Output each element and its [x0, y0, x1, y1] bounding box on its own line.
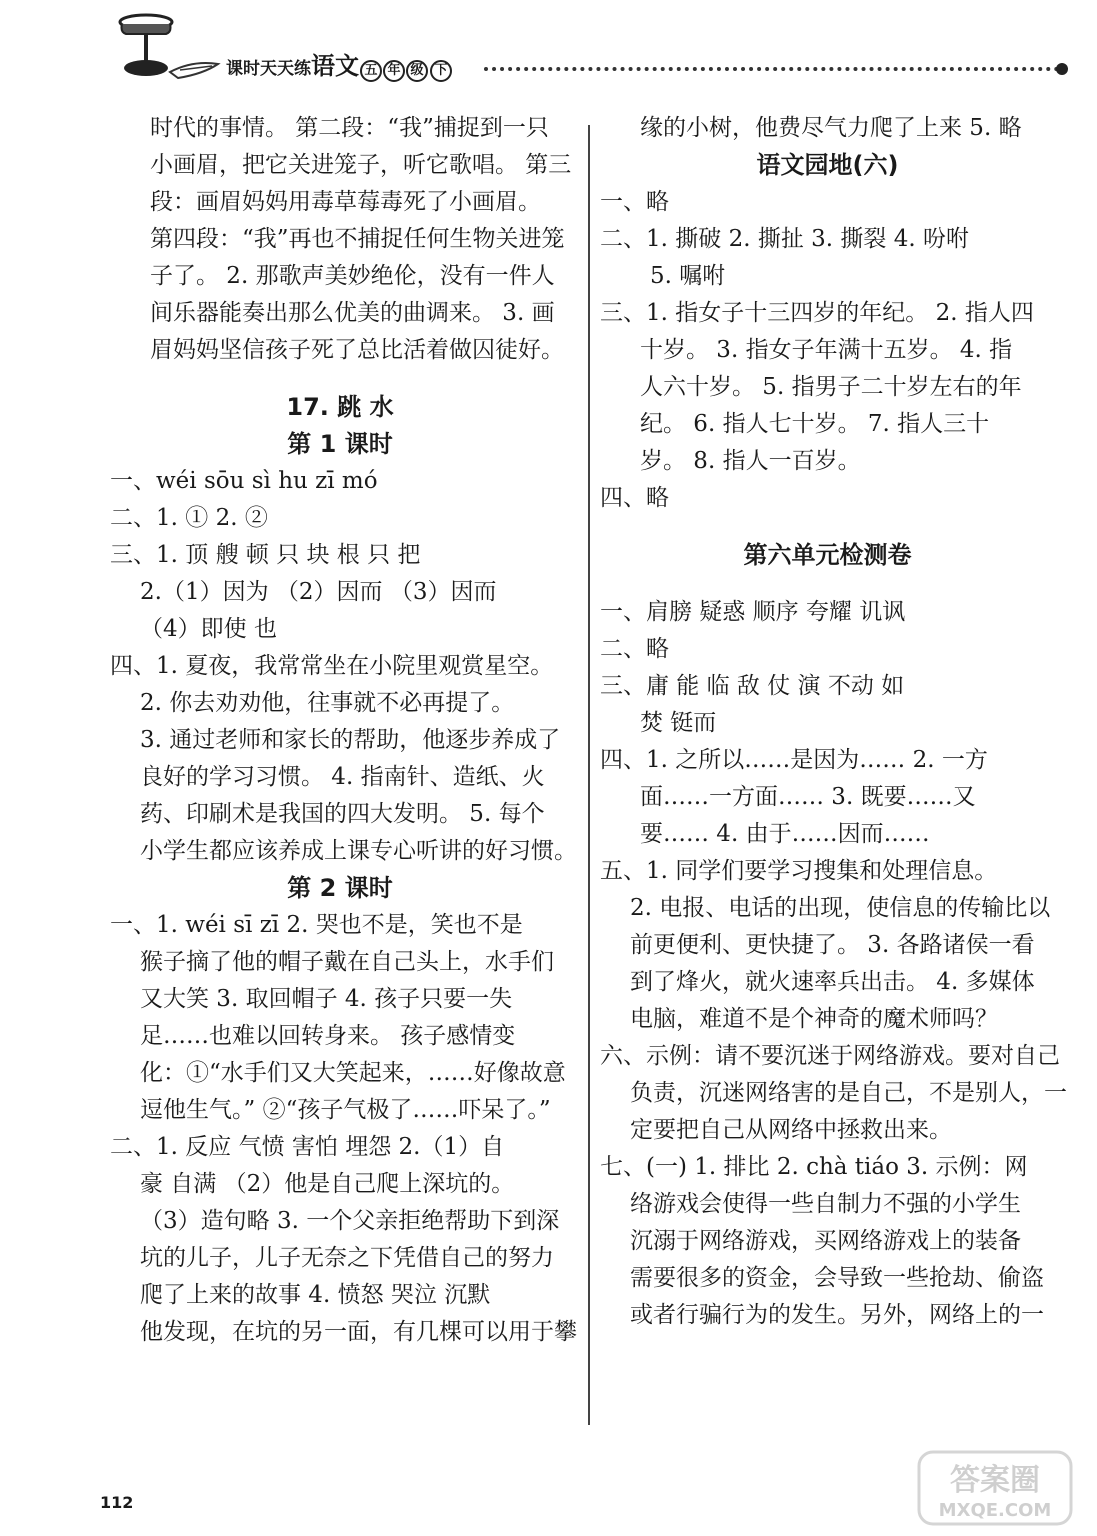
answer-line: 岁。 8. 指人一百岁。: [640, 448, 861, 474]
watermark-logo: [915, 1448, 1075, 1528]
page-number: 112: [100, 1493, 134, 1512]
section-title-unit-test: 第六单元检测卷: [743, 541, 912, 569]
answer-line: 六、示例：请不要沉迷于网络游戏。要对自己: [600, 1043, 1060, 1069]
left-column: [110, 110, 577, 1351]
answer-line: 2. 电报、电话的出现，使信息的传输比以: [630, 895, 1051, 921]
answer-line: 足……也难以回转身来。 孩子感情变: [140, 1023, 516, 1049]
answer-line: 2. 你去劝劝他，往事就不必再提了。: [140, 690, 515, 716]
answer-line: （4）即使 也: [140, 616, 277, 642]
term-badge: 下: [430, 60, 452, 82]
header-dotted-rule: [484, 67, 1059, 71]
column-divider: [588, 125, 590, 1425]
header-rule-end-dot: [1056, 63, 1068, 75]
answer-line: 负责，沉迷网络害的是自己，不是别人，一: [630, 1080, 1067, 1106]
answer-line: 他发现，在坑的另一面，有几棵可以用于攀: [140, 1319, 577, 1345]
grade-badge-2: 年: [383, 60, 405, 82]
answer-line: 二、略: [600, 636, 669, 662]
answer-line: 5. 嘱咐: [650, 263, 726, 289]
right-column: [600, 110, 1067, 1334]
answer-line: 2.（1）因为 （2）因而 （3）因而: [140, 579, 497, 605]
answer-line: 豪 自满 （2）他是自己爬上深坑的。: [140, 1171, 515, 1197]
answer-line: 一、1. wéi sī zī 2. 哭也不是，笑也不是: [110, 912, 523, 938]
answer-line: 间乐器能奏出那么优美的曲调来。 3. 画: [150, 300, 555, 326]
answer-line: 二、1. ① 2. ②: [110, 505, 268, 531]
answer-line: 良好的学习习惯。 4. 指南针、造纸、火: [140, 764, 545, 790]
subject-name: 语文: [311, 52, 359, 80]
answer-line: 络游戏会使得一些自制力不强的小学生: [630, 1191, 1021, 1217]
book-series-title: [226, 46, 452, 82]
answer-line: 人六十岁。 5. 指男子二十岁左右的年: [640, 374, 1022, 400]
answer-line: 焚 铤而: [640, 710, 717, 736]
page-header: [0, 0, 1097, 100]
lesson-title: 17. 跳 水: [286, 393, 394, 421]
answer-line: 二、1. 撕破 2. 撕扯 3. 撕裂 4. 吩咐: [600, 226, 969, 252]
answer-line: （3）造句略 3. 一个父亲拒绝帮助下到深: [140, 1208, 560, 1234]
answer-line: 四、1. 之所以……是因为…… 2. 一方: [600, 747, 988, 773]
answer-line: 化：①“水手们又大笑起来，……好像故意: [140, 1060, 566, 1086]
answer-line: 纪。 6. 指人七十岁。 7. 指人三十: [640, 411, 990, 437]
svg-text:MXQE.COM: MXQE.COM: [938, 1500, 1052, 1521]
answer-line: 十岁。 3. 指女子年满十五岁。 4. 指: [640, 337, 1013, 363]
answer-line: 药、印刷术是我国的四大发明。 5. 每个: [140, 801, 545, 827]
answer-line: 眉妈妈坚信孩子死了总比活着做囚徒好。: [150, 337, 564, 363]
answer-line: 七、(一) 1. 排比 2. chà tiáo 3. 示例：网: [600, 1154, 1028, 1180]
series-name: 课时天天练: [226, 59, 311, 79]
answer-line: 需要很多的资金，会导致一些抢劫、偷盗: [630, 1265, 1044, 1291]
answer-line: 小学生都应该养成上课专心听讲的好习惯。: [140, 838, 577, 864]
answer-line: 爬了上来的故事 4. 愤怒 哭泣 沉默: [140, 1282, 491, 1308]
answer-line: 要…… 4. 由于……因而……: [640, 821, 930, 847]
answer-line: 沉溺于网络游戏，买网络游戏上的装备: [630, 1228, 1021, 1254]
answer-line: 3. 通过老师和家长的帮助，他逐步养成了: [140, 727, 561, 753]
answer-line: 猴子摘了他的帽子戴在自己头上，水手们: [140, 949, 554, 975]
answer-line: 段：画眉妈妈用毒草莓毒死了小画眉。: [150, 189, 541, 215]
section-title-garden: 语文园地(六): [756, 151, 899, 179]
grade-badge-3: 级: [406, 60, 428, 82]
svg-text:答案圈: 答案圈: [950, 1463, 1040, 1498]
answer-line: 一、肩膀 疑惑 顺序 夸耀 讥讽: [600, 599, 906, 625]
answer-line: 第四段：“我”再也不捕捉任何生物关进笼: [150, 226, 565, 252]
answer-line: 子了。 2. 那歌声美妙绝伦，没有一件人: [150, 263, 555, 289]
answer-line: 三、1. 指女子十三四岁的年纪。 2. 指人四: [600, 300, 1034, 326]
answer-line: 到了烽火，就火速率兵出击。 4. 多媒体: [630, 969, 1035, 995]
answer-line: 或者行骗行为的发生。另外，网络上的一: [630, 1302, 1044, 1328]
desk-lamp-logo-icon: [108, 12, 223, 84]
answer-line: 三、庸 能 临 敌 仗 演 不动 如: [600, 673, 905, 699]
answer-line: 逗他生气。” ②“孩子气极了……吓呆了。”: [140, 1097, 551, 1123]
answer-line: 一、略: [600, 189, 669, 215]
answer-line: 定要把自己从网络中拯救出来。: [630, 1117, 952, 1143]
period-2-title: 第 2 课时: [287, 874, 393, 902]
period-1-title: 第 1 课时: [287, 430, 393, 458]
answer-line: 二、1. 反应 气愤 害怕 埋怨 2.（1）自: [110, 1134, 505, 1160]
answer-line: 缘的小树，他费尽气力爬了上来 5. 略: [640, 115, 1022, 141]
answer-line: 前更便利、更快捷了。 3. 各路诸侯一看: [630, 932, 1035, 958]
answer-line: 四、1. 夏夜，我常常坐在小院里观赏星空。: [110, 653, 554, 679]
grade-badge: 五: [360, 60, 382, 82]
answer-line: 时代的事情。 第二段：“我”捕捉到一只: [150, 115, 549, 141]
answer-line: 五、1. 同学们要学习搜集和处理信息。: [600, 858, 998, 884]
answer-line: 小画眉，把它关进笼子，听它歌唱。 第三: [150, 152, 572, 178]
answer-line: 四、略: [600, 485, 669, 511]
answer-line: 坑的儿子，儿子无奈之下凭借自己的努力: [140, 1245, 554, 1271]
answer-line: 电脑，难道不是个神奇的魔术师吗？: [630, 1006, 998, 1032]
answer-line: 三、1. 顶 艘 顿 只 块 根 只 把: [110, 542, 421, 568]
answer-line: 面……一方面…… 3. 既要……又: [640, 784, 976, 810]
answer-line: 又大笑 3. 取回帽子 4. 孩子只要一失: [140, 986, 513, 1012]
answer-line: 一、wéi sōu sì hu zī mó: [110, 468, 378, 494]
